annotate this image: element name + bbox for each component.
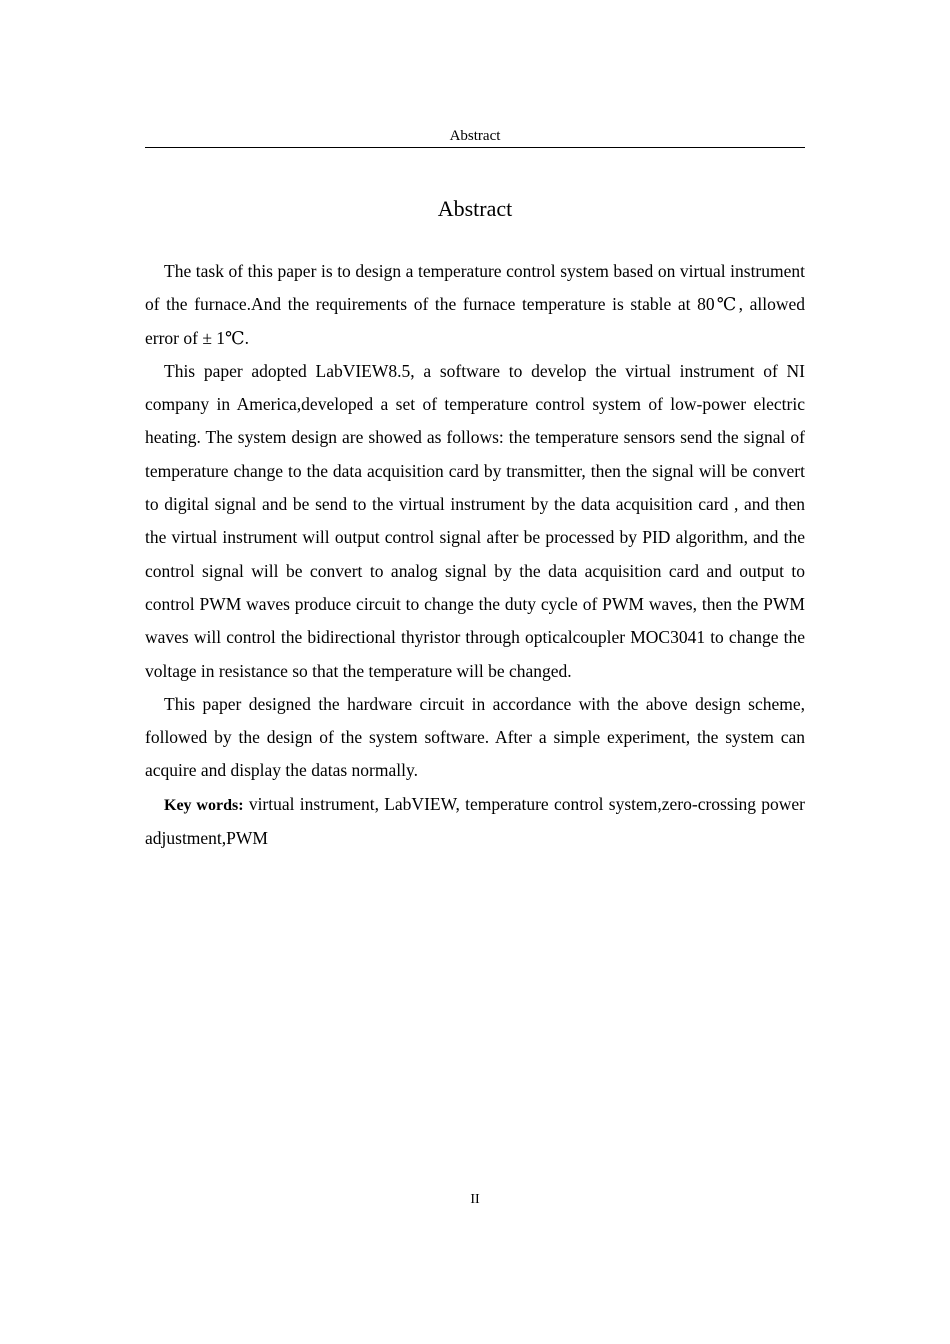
keywords-label: Key words: bbox=[164, 796, 244, 814]
abstract-paragraph-1: The task of this paper is to design a temperature control system based on virtual instrument of the furnace.And the requirements of the furnace temperature is stable at 80℃, allowed error of ± 1℃. bbox=[145, 261, 805, 348]
keywords bbox=[145, 788, 805, 856]
header-divider bbox=[145, 147, 805, 148]
abstract-body bbox=[145, 255, 805, 855]
keywords-text: virtual instrument, LabVIEW, temperature control system,zero-crossing power adjustment,PWM bbox=[145, 793, 806, 849]
running-header: Abstract bbox=[449, 128, 501, 144]
page-number: II bbox=[470, 1192, 480, 1207]
page-title: Abstract bbox=[437, 196, 513, 221]
abstract-paragraph-3: This paper designed the hardware circuit in accordance with the above design scheme, followed by the design of the system software. After a simple experiment, the system can acquire and display the datas normally. bbox=[145, 693, 805, 781]
abstract-paragraph-2: This paper adopted LabVIEW8.5, a software to develop the virtual instrument of NI company in America,developed a set of temperature control system of low-power electric heating. The system design are showed as follows: the temperature sensors send the signal of temperature change to the data acquisition card by transmitter, then the signal will be convert to digital signal and be send to the virtual instrument by the data acquisition card , and then the virtual instrument will output control signal after be processed by PID algorithm, and the control signal will be convert to analog signal by the data acquisition card and output to control PWM waves produce circuit to change the duty cycle of PWM waves, then the PWM waves will control the bidirectional thyristor through opticalcoupler MOC3041 to change the voltage in resistance so that the temperature will be changed. bbox=[145, 360, 805, 681]
